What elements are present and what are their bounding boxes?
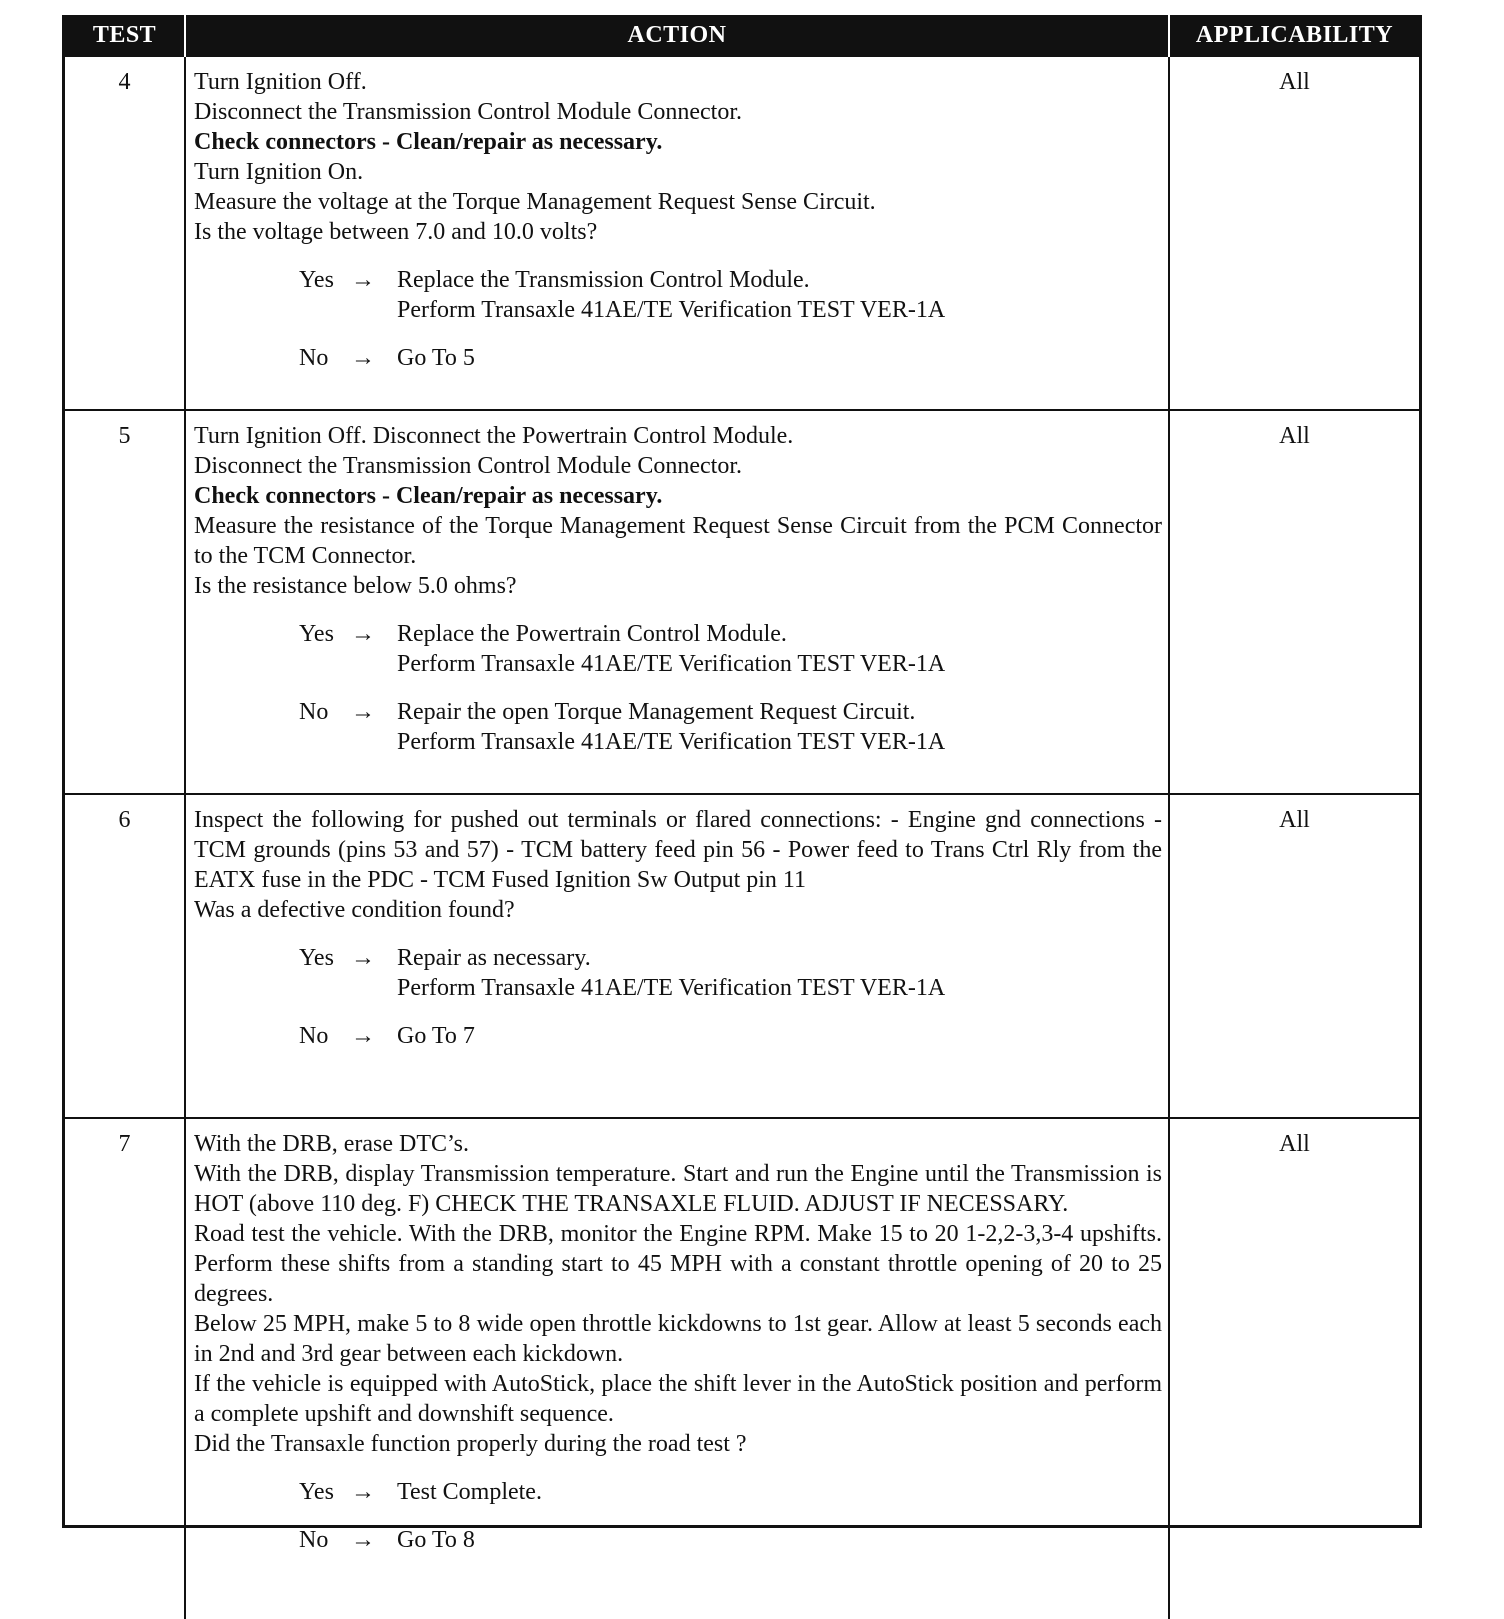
action-instruction: Inspect the following for pushed out terminals or flared connections: - Engine gnd connections - TCM grounds (pins 53 and 57) - TCM battery feed pin 56 - Power feed to Trans Ctrl Rly from the EATX fuse in the PDC - TCM Fused Ignition Sw Output pin 11: [194, 807, 1162, 893]
yes-outcome: [299, 619, 1162, 679]
test-number: 4: [65, 56, 185, 410]
test-number: 7: [65, 1118, 185, 1619]
test-number: 6: [65, 794, 185, 1118]
arrow-right-icon: →: [351, 1023, 375, 1049]
action-instruction-bold: Check connectors - Clean/repair as necessary.: [194, 483, 663, 509]
arrow-right-icon: →: [351, 1527, 375, 1553]
action-instruction: Was a defective condition found?: [194, 897, 515, 923]
yes-result-line: Perform Transaxle 41AE/TE Verification TEST VER-1A: [397, 651, 946, 677]
yes-result-line: Perform Transaxle 41AE/TE Verification TEST VER-1A: [397, 297, 946, 323]
no-result-text: [397, 1525, 1162, 1555]
arrow-right-icon: →: [351, 621, 375, 647]
no-result-line: Go To 7: [397, 1023, 475, 1049]
no-label: No: [299, 1527, 329, 1553]
action-instruction: Road test the vehicle. With the DRB, monitor the Engine RPM. Make 15 to 20 1-2,2-3,3-4 upshifts. Perform these shifts from a standing start to 45 MPH with a constant throttle opening of 20 to 25 degrees.: [194, 1221, 1162, 1307]
yes-label: Yes: [299, 945, 334, 971]
yes-result-line: Replace the Transmission Control Module.: [397, 267, 810, 293]
action-cell: [185, 794, 1169, 1118]
yes-result-text: [397, 265, 1162, 325]
header-test: TEST: [65, 15, 185, 56]
applicability-cell: All: [1169, 56, 1419, 410]
action-instruction: Measure the voltage at the Torque Management Request Sense Circuit.: [194, 189, 876, 215]
yes-result-text: [397, 943, 1162, 1003]
yes-outcome: [299, 943, 1162, 1003]
yes-result-line: Repair as necessary.: [397, 945, 591, 971]
action-instruction: Below 25 MPH, make 5 to 8 wide open throttle kickdowns to 1st gear. Allow at least 5 seconds each in 2nd and 3rd gear between each kickdown.: [194, 1311, 1162, 1367]
no-result-text: [397, 697, 1162, 757]
action-instruction: Turn Ignition Off.: [194, 69, 367, 95]
no-result-text: [397, 1021, 1162, 1051]
no-outcome: [299, 697, 1162, 757]
header-row: [65, 15, 1419, 56]
yes-outcome: [299, 265, 1162, 325]
action-instruction: If the vehicle is equipped with AutoStick, place the shift lever in the AutoStick position and perform a complete upshift and downshift sequence.: [194, 1371, 1162, 1427]
arrow-right-icon: →: [351, 267, 375, 293]
action-instruction: With the DRB, display Transmission temperature. Start and run the Engine until the Transmission is HOT (above 110 deg. F) CHECK THE TRANSAXLE FLUID. ADJUST IF NECESSARY.: [194, 1161, 1162, 1217]
table-row: [65, 1118, 1419, 1619]
action-instruction: Turn Ignition Off. Disconnect the Powertrain Control Module.: [194, 423, 794, 449]
yes-result-line: Replace the Powertrain Control Module.: [397, 621, 787, 647]
no-label: No: [299, 1023, 329, 1049]
yes-outcome: [299, 1477, 1162, 1507]
table-row: [65, 794, 1419, 1118]
no-outcome: [299, 1525, 1162, 1555]
no-result-line: Repair the open Torque Management Request Circuit.: [397, 699, 916, 725]
action-cell: [185, 1118, 1169, 1619]
table-row: [65, 410, 1419, 794]
action-instruction: With the DRB, erase DTC’s.: [194, 1131, 469, 1157]
header-action: ACTION: [185, 15, 1169, 56]
table-row: [65, 56, 1419, 410]
diagnostic-procedure-table: [62, 15, 1422, 1553]
arrow-right-icon: →: [351, 699, 375, 725]
arrow-right-icon: →: [351, 1479, 375, 1505]
test-table: [65, 15, 1419, 1619]
action-instruction: Is the voltage between 7.0 and 10.0 volts?: [194, 219, 598, 245]
arrow-right-icon: →: [351, 345, 375, 371]
no-outcome: [299, 1021, 1162, 1051]
action-instruction: Disconnect the Transmission Control Module Connector.: [194, 99, 742, 125]
test-number: 5: [65, 410, 185, 794]
yes-result-text: [397, 619, 1162, 679]
yes-label: Yes: [299, 621, 334, 647]
action-instruction-bold: Check connectors - Clean/repair as necessary.: [194, 129, 663, 155]
action-instruction: Measure the resistance of the Torque Management Request Sense Circuit from the PCM Connector to the TCM Connector.: [194, 513, 1162, 569]
no-result-line: Go To 8: [397, 1527, 475, 1553]
header-applicability: APPLICABILITY: [1169, 15, 1419, 56]
action-instruction: Disconnect the Transmission Control Module Connector.: [194, 453, 742, 479]
no-result-line: Perform Transaxle 41AE/TE Verification TEST VER-1A: [397, 729, 946, 755]
action-instruction: Turn Ignition On.: [194, 159, 364, 185]
yes-result-line: Perform Transaxle 41AE/TE Verification TEST VER-1A: [397, 975, 946, 1001]
no-label: No: [299, 345, 329, 371]
yes-label: Yes: [299, 1479, 334, 1505]
yes-result-text: [397, 1477, 1162, 1507]
no-result-text: [397, 343, 1162, 373]
arrow-right-icon: →: [351, 945, 375, 971]
applicability-cell: All: [1169, 410, 1419, 794]
action-instruction: Did the Transaxle function properly during the road test ?: [194, 1431, 747, 1457]
applicability-cell: All: [1169, 1118, 1419, 1619]
no-outcome: [299, 343, 1162, 373]
no-label: No: [299, 699, 329, 725]
yes-label: Yes: [299, 267, 334, 293]
action-cell: [185, 410, 1169, 794]
no-result-line: Go To 5: [397, 345, 475, 371]
action-cell: [185, 56, 1169, 410]
yes-result-line: Test Complete.: [397, 1479, 542, 1505]
applicability-cell: All: [1169, 794, 1419, 1118]
action-instruction: Is the resistance below 5.0 ohms?: [194, 573, 517, 599]
